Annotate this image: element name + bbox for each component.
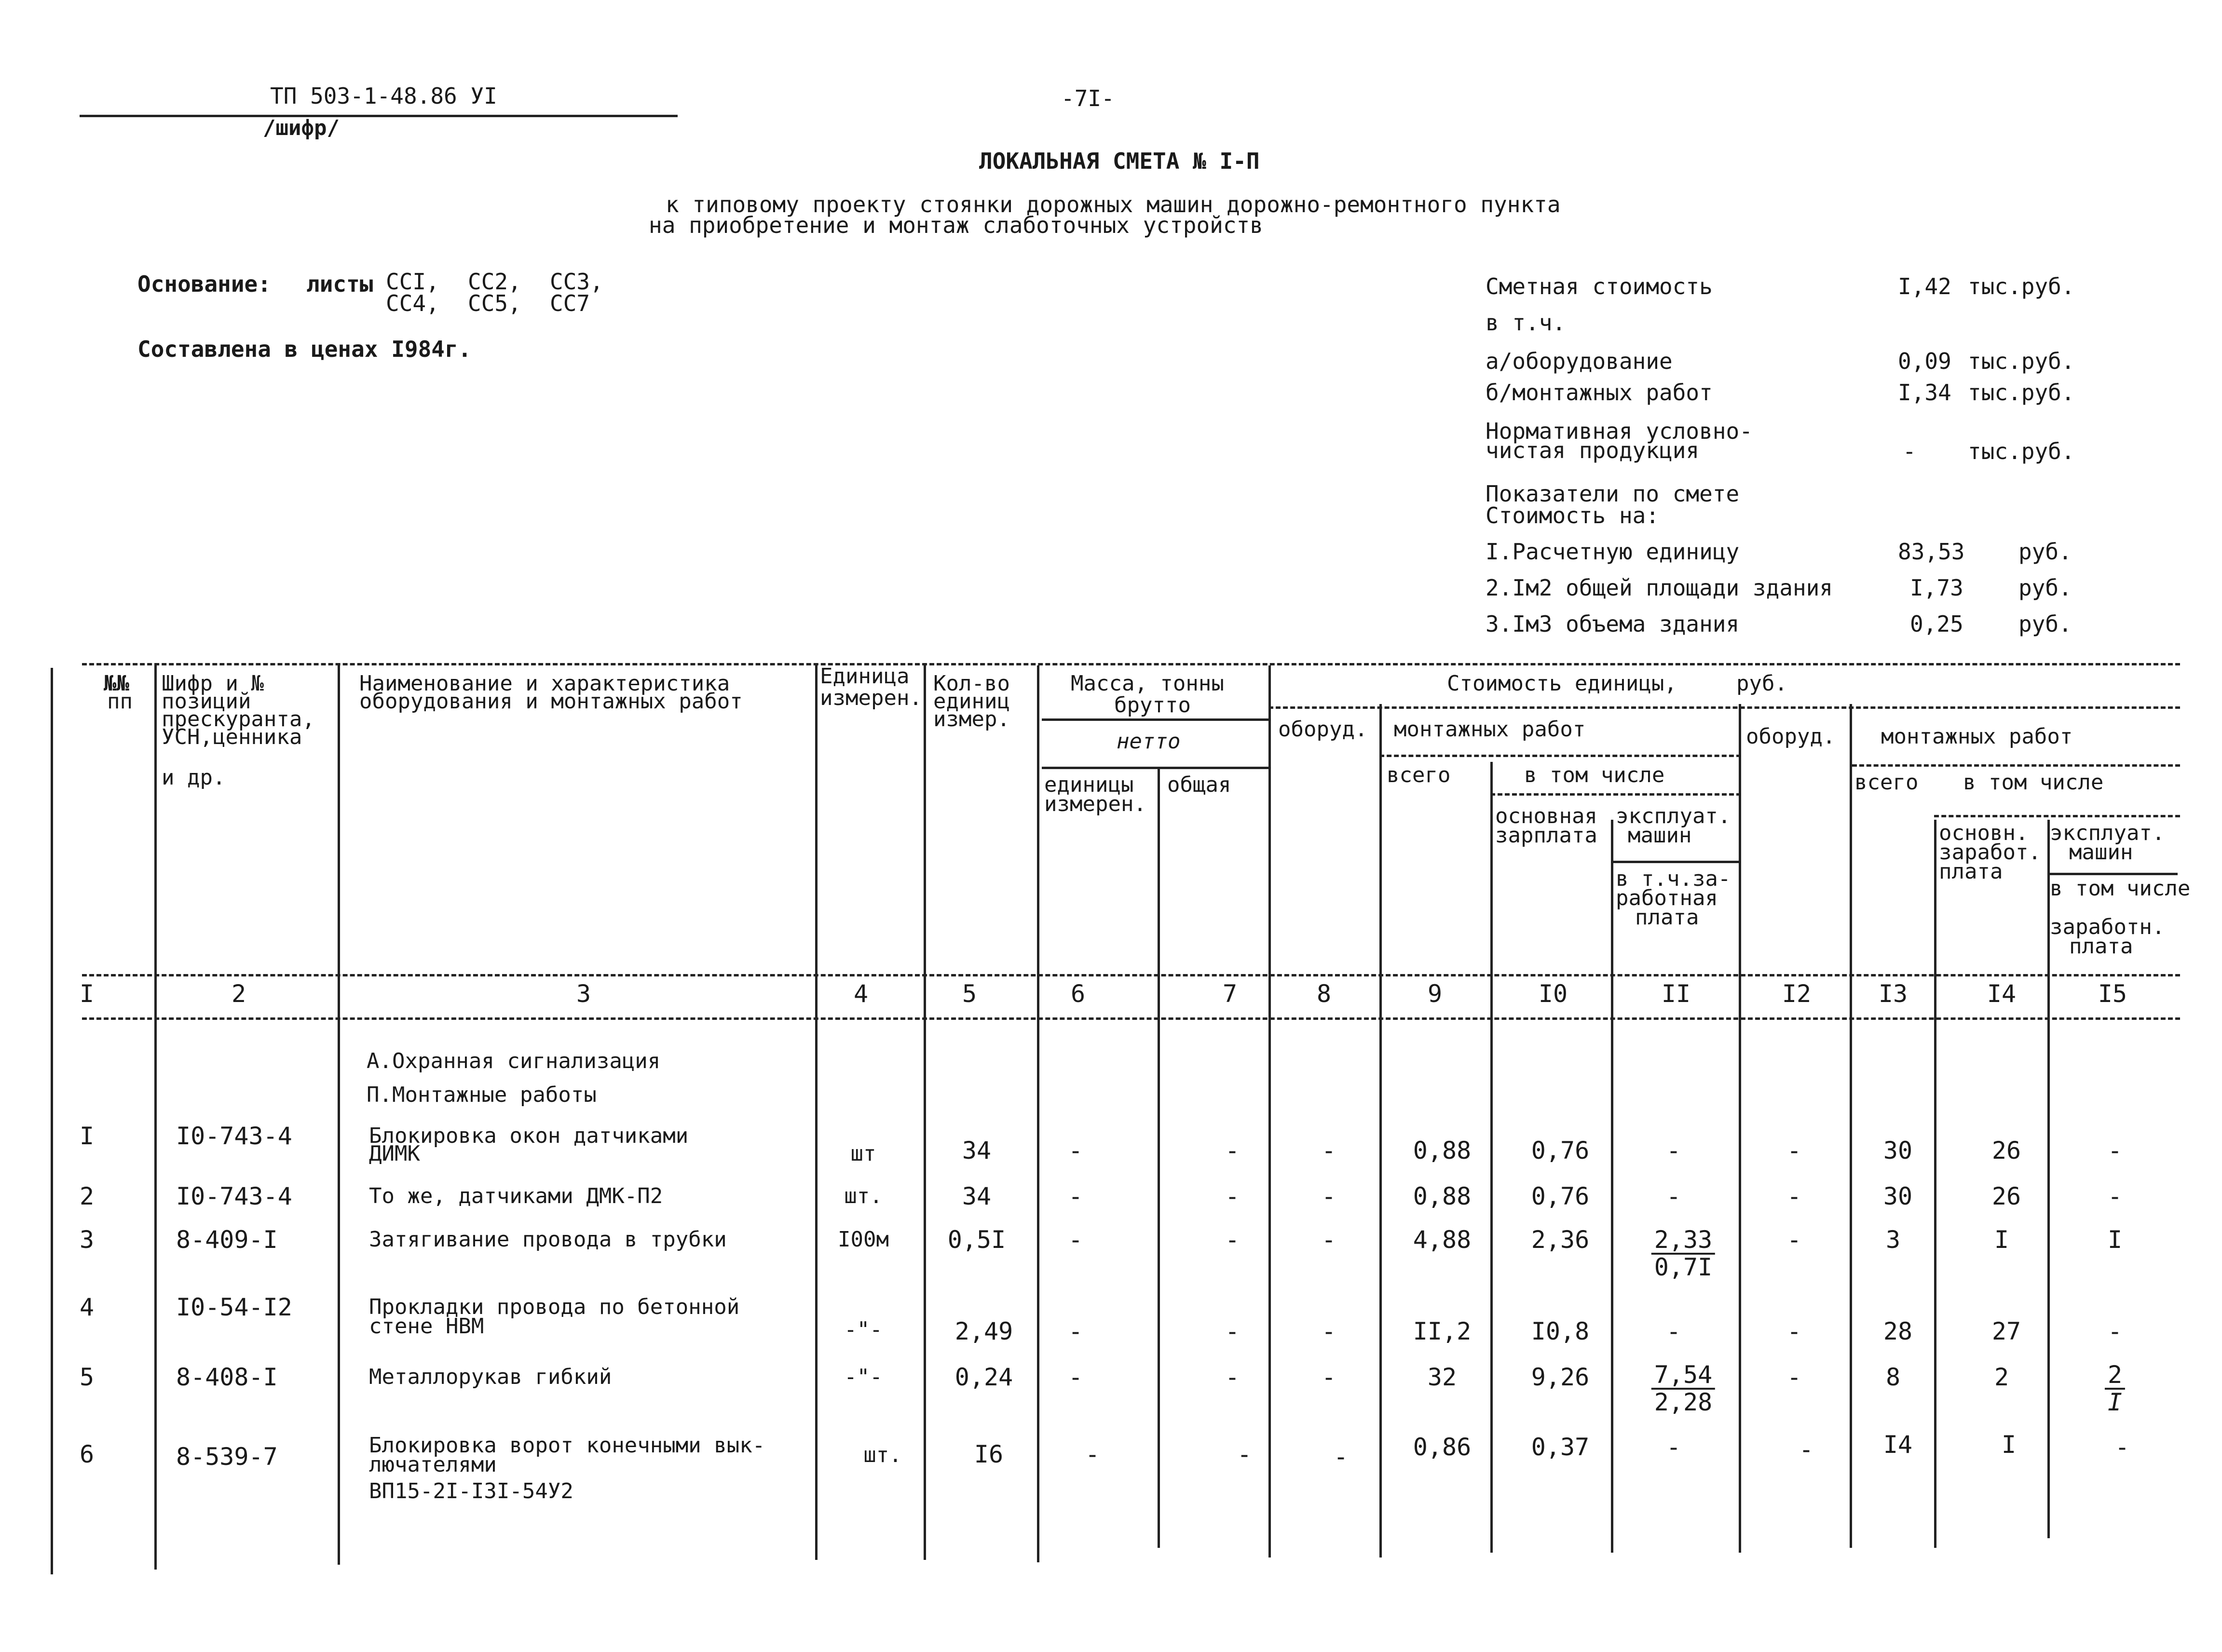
header-mass-unit: измерен. [1044, 792, 1146, 816]
row-unit: I00м [838, 1227, 889, 1252]
basis-sheets-label: листы [306, 271, 373, 297]
row-base-salary: 0,76 [1531, 1137, 1590, 1165]
header-code: Шифр и № [162, 671, 264, 696]
row-total: II,2 [1413, 1317, 1472, 1345]
row-machines-2: - [2107, 1182, 2123, 1210]
row-name: ВП15-2I-I3I-54У2 [369, 1479, 573, 1503]
header-install: монтажных работ [1394, 717, 1586, 742]
row-machines-2: - [2107, 1317, 2123, 1345]
row-code: 8-408-I [176, 1363, 278, 1391]
header-num: пп [107, 689, 133, 714]
row-total: 32 [1427, 1363, 1457, 1391]
row-equipment: - [1321, 1182, 1336, 1210]
norm-value: - [1903, 438, 1916, 464]
header-name: Наименование и характеристика [359, 671, 730, 696]
row-total-2: 30 [1883, 1137, 1913, 1165]
header-total-2: всего [1854, 770, 1919, 795]
row-code: I0-743-4 [176, 1122, 292, 1150]
row-equipment: - [1321, 1226, 1336, 1254]
indicator-label: 3.Iм3 объема здания [1486, 611, 1740, 637]
install-unit: тыс.руб. [1968, 379, 2075, 406]
row-total-2: 28 [1883, 1317, 1913, 1345]
row-total: 0,86 [1413, 1433, 1472, 1461]
row-unit: шт. [863, 1443, 902, 1467]
basis-sheet: СС4, [386, 290, 439, 316]
header-machines-incl-2: заработн. [2050, 915, 2165, 939]
col-number: I4 [1987, 980, 2017, 1008]
doc-title: ЛОКАЛЬНАЯ СМЕТА № I-П [979, 148, 1260, 174]
row-total-2: 30 [1883, 1182, 1913, 1210]
row-total: 0,88 [1413, 1137, 1472, 1165]
row-base-salary: 0,37 [1531, 1433, 1590, 1461]
subtitle-line2: на приобретение и монтаж слаботочных устройств [649, 212, 1263, 238]
row-name: Блокировка окон датчиками [369, 1124, 689, 1148]
row-mass-unit: - [1068, 1182, 1083, 1210]
row-equipment-2: - [1786, 1137, 1802, 1165]
row-equipment: - [1333, 1443, 1349, 1471]
row-mass-unit: - [1085, 1440, 1100, 1468]
col-number: I5 [2098, 980, 2127, 1008]
header-num: №№ [104, 671, 129, 696]
col-number: 8 [1316, 980, 1332, 1008]
col-number: I3 [1878, 980, 1908, 1008]
row-unit: шт [850, 1141, 876, 1166]
basis-sheet: ССI, [386, 269, 439, 295]
header-mass: Масса, тонны [1071, 671, 1224, 696]
row-code: I0-54-I2 [176, 1293, 292, 1321]
row-number: 2 [80, 1182, 95, 1210]
row-base-salary-2: 26 [1991, 1182, 2021, 1210]
row-base-salary-2: 27 [1991, 1317, 2021, 1345]
header-machines-incl: плата [1635, 905, 1699, 930]
header-incl: в том числе [1524, 763, 1665, 787]
row-qty: I6 [974, 1440, 1004, 1468]
row-name: лючателями [369, 1452, 497, 1477]
header-incl-2: в том числе [1963, 770, 2104, 795]
header-equip: оборуд. [1278, 717, 1368, 742]
header-machines-2: эксплуат. [2050, 821, 2165, 845]
cost-unit: тыс.руб. [1968, 273, 2075, 299]
col-number: 5 [962, 980, 977, 1008]
row-unit: -"- [844, 1317, 883, 1342]
section-title: А.Охранная сигнализация [367, 1049, 661, 1073]
row-mass-total: - [1225, 1363, 1240, 1391]
header-code: и др. [162, 765, 226, 790]
indicator-value: I,73 [1910, 575, 1963, 601]
col-number: 7 [1222, 980, 1238, 1008]
row-qty: 2,49 [954, 1317, 1013, 1345]
row-equipment-2: - [1786, 1226, 1802, 1254]
norm-label-2: чистая продукция [1486, 437, 1700, 463]
indicator-unit: руб. [2018, 611, 2072, 637]
row-equipment: - [1321, 1363, 1336, 1391]
row-base-salary-2: 26 [1991, 1137, 2021, 1165]
header-machines-incl: работная [1616, 886, 1718, 910]
header-base-salary-2: основн. [1939, 821, 2029, 845]
basis-label: Основание: [137, 271, 271, 297]
row-machines-fraction [1651, 1227, 1715, 1280]
row-unit: -"- [844, 1365, 883, 1389]
header-code: УСН,ценника [162, 725, 302, 749]
row-equipment-2: - [1786, 1317, 1802, 1345]
row-total: 4,88 [1413, 1226, 1472, 1254]
basis-sheet: СС7 [550, 290, 590, 316]
equipment-value: 0,09 [1898, 348, 1951, 374]
row-mass-total: - [1225, 1137, 1240, 1165]
cost-value: I,42 [1898, 273, 1951, 299]
header-qty: единиц [933, 689, 1010, 714]
row-machines: - [1666, 1317, 1681, 1345]
row-machines: - [1666, 1433, 1681, 1461]
header-unit: измерен. [820, 686, 922, 710]
row-mass-unit: - [1068, 1363, 1083, 1391]
col-number: 2 [231, 980, 246, 1008]
row-qty: 0,24 [954, 1363, 1013, 1391]
header-machines-incl-2: плата [2069, 934, 2133, 959]
cost-label: Сметная стоимость [1486, 273, 1713, 299]
basis-sheet: СС5, [468, 290, 521, 316]
row-code: 8-409-I [176, 1226, 278, 1254]
header-base-salary-2: заработ. [1939, 840, 2041, 865]
row-unit: шт. [844, 1184, 883, 1208]
doc-code-sub: /шифр/ [263, 116, 340, 140]
indicator-unit: руб. [2018, 575, 2072, 601]
indicator-label: 2.Iм2 общей площади здания [1486, 575, 1833, 601]
row-total-2: 3 [1885, 1226, 1901, 1254]
row-name: Затягивание провода в трубки [369, 1227, 727, 1252]
doc-code: ТП 503-1-48.86 УI [270, 83, 497, 109]
row-mass-total: - [1225, 1226, 1240, 1254]
col-number: 3 [576, 980, 591, 1008]
row-base-salary: I0,8 [1531, 1317, 1590, 1345]
row-name: То же, датчиками ДМК-П2 [369, 1184, 663, 1208]
header-rub: руб. [1736, 671, 1787, 696]
compiled-note: Составлена в ценах I984г. [137, 336, 472, 362]
col-number: II [1661, 980, 1691, 1008]
header-machines: машин [1628, 823, 1692, 848]
row-name: стене НВМ [369, 1314, 484, 1339]
row-mass-total: - [1237, 1440, 1252, 1468]
col-number: I0 [1538, 980, 1568, 1008]
row-equipment: - [1321, 1317, 1336, 1345]
row-mass-unit: - [1068, 1137, 1083, 1165]
row-base-salary-2: 2 [1994, 1363, 2009, 1391]
row-total-2: I4 [1883, 1431, 1913, 1459]
header-qty: измер. [933, 707, 1010, 731]
indicators-label-2: Стоимость на: [1486, 502, 1660, 528]
row-equipment-2: - [1799, 1435, 1814, 1463]
basis-sheet: СС3, [550, 269, 603, 295]
row-mass-total: - [1225, 1317, 1240, 1345]
row-mass-total: - [1225, 1182, 1240, 1210]
header-unit-cost: Стоимость единицы, [1447, 671, 1677, 696]
row-number: 3 [80, 1226, 95, 1254]
row-name: Прокладки провода по бетонной [369, 1295, 740, 1319]
row-qty: 0,5I [947, 1226, 1006, 1254]
header-equip-2: оборуд. [1746, 724, 1836, 749]
header-qty: Кол-во [933, 671, 1010, 696]
basis-sheet: СС2, [468, 269, 521, 295]
row-machines-2: 2 [2105, 1362, 2125, 1390]
header-base-salary: зарплата [1495, 823, 1597, 848]
header-machines-incl: в т.ч.за- [1616, 867, 1731, 891]
row-machines-fraction [1651, 1362, 1715, 1415]
header-base-salary-2: плата [1939, 859, 2003, 884]
row-base-salary-2: I [2001, 1431, 2017, 1459]
equipment-unit: тыс.руб. [1968, 348, 2075, 374]
norm-label-1: Нормативная условно- [1486, 418, 1753, 444]
col-number: 6 [1070, 980, 1086, 1008]
row-qty: 34 [962, 1182, 992, 1210]
row-number: I [80, 1122, 95, 1150]
row-machines-2-salary: I [2107, 1388, 2123, 1416]
indicator-label: I.Расчетную единицу [1486, 539, 1740, 565]
row-base-salary: 9,26 [1531, 1363, 1590, 1391]
row-name: Блокировка ворот конечными вык- [369, 1433, 765, 1458]
header-base-salary: основная [1495, 804, 1597, 828]
col-number: I [79, 980, 95, 1008]
norm-unit: тыс.руб. [1968, 438, 2075, 464]
section-subtitle: П.Монтажные работы [367, 1083, 597, 1107]
row-mass-unit: - [1068, 1226, 1083, 1254]
header-code: позиций [162, 689, 251, 714]
row-machines: - [1666, 1137, 1681, 1165]
indicators-label-1: Показатели по смете [1486, 481, 1740, 507]
header-unit: Единица [820, 664, 910, 689]
header-code: прескуранта, [162, 707, 315, 731]
row-machines-2-fraction [2105, 1362, 2125, 1415]
row-equipment: - [1321, 1137, 1336, 1165]
row-name: ДИМК [369, 1141, 420, 1166]
col-number: 4 [853, 980, 869, 1008]
header-name: оборудования и монтажных работ [359, 689, 743, 714]
col-number: 9 [1427, 980, 1443, 1008]
header-install-2: монтажных работ [1881, 724, 2073, 749]
row-number: 4 [80, 1293, 95, 1321]
row-name: Металлорукав гибкий [369, 1365, 612, 1389]
row-machines: 7,54 [1651, 1362, 1715, 1390]
row-mass-unit: - [1068, 1317, 1083, 1345]
install-value: I,34 [1898, 379, 1951, 406]
row-machines-salary: 2,28 [1654, 1388, 1713, 1416]
indicator-value: 83,53 [1898, 539, 1965, 565]
row-machines-salary: 0,7I [1654, 1253, 1713, 1281]
install-label: б/монтажных работ [1486, 379, 1713, 406]
row-machines: - [1666, 1182, 1681, 1210]
row-machines-2: I [2107, 1226, 2123, 1254]
row-equipment-2: - [1786, 1363, 1802, 1391]
equipment-label: а/оборудование [1486, 348, 1673, 374]
header-total: всего [1387, 763, 1451, 787]
header-mass-total: общая [1167, 772, 1231, 797]
header-machines: эксплуат. [1616, 804, 1731, 828]
indicator-unit: руб. [2018, 539, 2072, 565]
subtitle-line1: к типовому проекту стоянки дорожных машин дорожно-ремонтного пункта [666, 191, 1561, 217]
incl-label: в т.ч. [1486, 310, 1566, 336]
page-number: -7I- [1061, 85, 1115, 111]
row-qty: 34 [962, 1137, 992, 1165]
header-machines-2: машин [2069, 840, 2133, 865]
col-number: I2 [1782, 980, 1812, 1008]
row-equipment-2: - [1786, 1182, 1802, 1210]
header-brutto: брутто [1114, 693, 1191, 718]
row-base-salary: 2,36 [1531, 1226, 1590, 1254]
row-base-salary-2: I [1994, 1226, 2009, 1254]
row-machines-2: - [2114, 1433, 2130, 1461]
row-machines-2: - [2107, 1137, 2123, 1165]
row-number: 5 [80, 1363, 95, 1391]
row-base-salary: 0,76 [1531, 1182, 1590, 1210]
row-code: 8-539-7 [176, 1443, 278, 1471]
row-total: 0,88 [1413, 1182, 1472, 1210]
row-total-2: 8 [1885, 1363, 1901, 1391]
header-netto: нетто [1117, 729, 1181, 754]
header-mass-unit: единицы [1044, 772, 1134, 797]
row-code: I0-743-4 [176, 1182, 292, 1210]
row-machines: 2,33 [1651, 1227, 1715, 1255]
row-number: 6 [80, 1440, 95, 1468]
header-machines-incl-2: в том числе [2050, 876, 2191, 901]
indicator-value: 0,25 [1910, 611, 1963, 637]
